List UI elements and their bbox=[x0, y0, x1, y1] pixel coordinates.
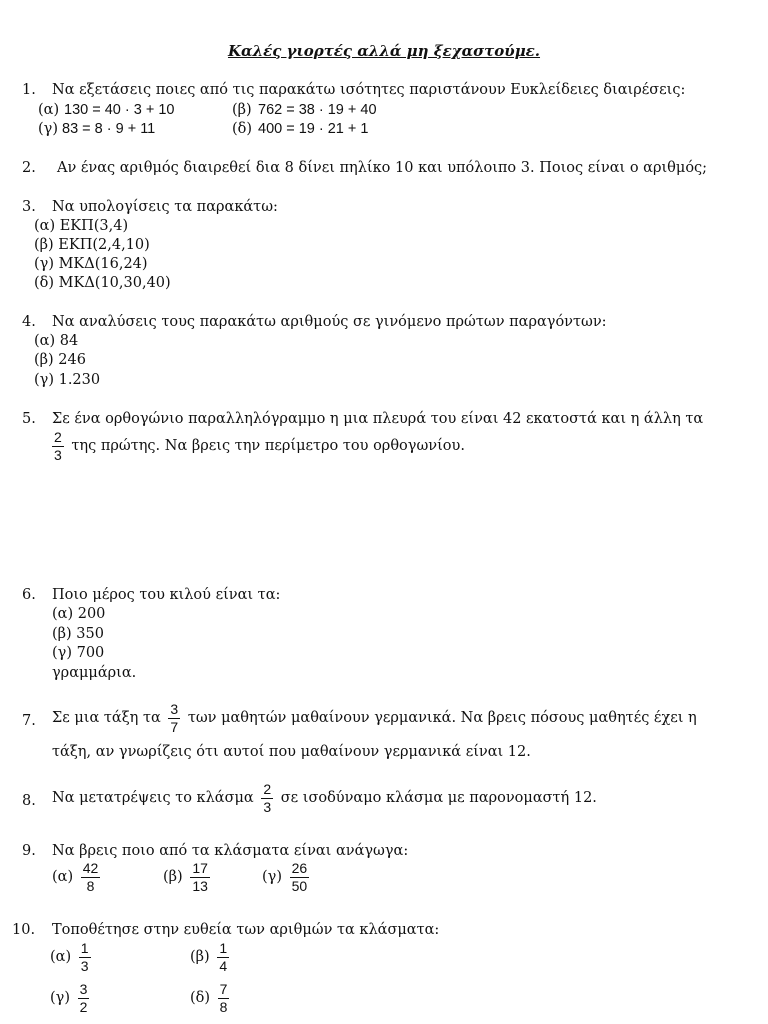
fraction-denominator: 13 bbox=[192, 877, 208, 894]
list-item: (γ) 1.230 bbox=[34, 372, 101, 388]
list-item: (β) ΕΚΠ(2,4,10) bbox=[34, 237, 150, 253]
option-label: (δ) bbox=[232, 121, 253, 137]
question-text: Αν ένας αριθμός διαιρεθεί δια 8 δίνει πηλίκο 10 και υπόλοιπο 3. Ποιος είναι ο αριθμός; bbox=[57, 160, 708, 176]
fraction-option bbox=[50, 941, 94, 973]
question-number: 4. bbox=[22, 314, 36, 330]
fraction bbox=[52, 430, 64, 462]
list-item: (γ) 700 bbox=[52, 645, 105, 661]
question-text: Να μετατρέψεις το κλάσμα bbox=[52, 790, 254, 807]
question-number: 7. bbox=[22, 713, 36, 729]
question-text: Ποιο μέρος του κιλού είναι τα: bbox=[52, 587, 281, 603]
fraction-line bbox=[52, 782, 597, 814]
fraction-numerator: 3 bbox=[170, 701, 179, 717]
option-label: (α) bbox=[52, 869, 74, 886]
fraction-denominator: 8 bbox=[219, 998, 228, 1015]
list-item: (α) 84 bbox=[34, 333, 79, 349]
fraction-option bbox=[190, 941, 232, 973]
equation: 130 = 40 · 3 + 10 bbox=[64, 102, 175, 118]
question-number: 9. bbox=[22, 843, 36, 859]
fraction bbox=[78, 982, 90, 1014]
fraction-numerator: 3 bbox=[79, 981, 88, 997]
question-text: Να εξετάσεις ποιες από τις παρακάτω ισότητες παριστάνουν Ευκλείδειες διαιρέσεις: bbox=[52, 82, 686, 98]
fraction-denominator: 4 bbox=[219, 957, 228, 974]
question-number: 8. bbox=[22, 793, 36, 809]
fraction bbox=[218, 982, 230, 1014]
list-item: (δ) ΜΚΔ(10,30,40) bbox=[34, 275, 171, 291]
fraction-numerator: 7 bbox=[219, 981, 228, 997]
option-label: (α) bbox=[38, 102, 60, 118]
question-number: 1. bbox=[22, 82, 36, 98]
fraction-denominator: 2 bbox=[79, 998, 88, 1015]
fraction-numerator: 2 bbox=[263, 781, 272, 797]
question-number: 6. bbox=[22, 587, 36, 603]
question-tail: γραμμάρια. bbox=[52, 665, 137, 681]
fraction bbox=[190, 861, 210, 893]
page-title: Καλές γιορτές αλλά μη ξεχαστούμε. bbox=[227, 42, 541, 60]
option-label: (γ) bbox=[262, 869, 282, 886]
list-item: (β) 246 bbox=[34, 352, 86, 368]
fraction-option bbox=[262, 861, 312, 893]
fraction-option bbox=[52, 861, 103, 893]
list-item: (β) 350 bbox=[52, 626, 104, 642]
fraction-numerator: 26 bbox=[291, 860, 308, 876]
option-label: (γ) bbox=[50, 990, 70, 1007]
question-text: Σε ένα ορθογώνιο παραλληλόγραμμο η μια πλευρά του είναι 42 εκατοστά και η άλλη τα bbox=[52, 411, 704, 427]
question-text: Να βρεις ποιο από τα κλάσματα είναι ανάγωγα: bbox=[52, 843, 409, 859]
fraction bbox=[168, 702, 180, 734]
list-item: (α) 200 bbox=[52, 606, 106, 622]
fraction-numerator: 42 bbox=[82, 860, 99, 876]
question-text: Να υπολογίσεις τα παρακάτω: bbox=[52, 199, 278, 215]
equation: 400 = 19 · 21 + 1 bbox=[258, 121, 369, 137]
fraction bbox=[261, 782, 273, 814]
option-label: (α) bbox=[50, 949, 72, 966]
equation: 762 = 38 · 19 + 40 bbox=[258, 102, 377, 118]
list-item: (α) ΕΚΠ(3,4) bbox=[34, 218, 129, 234]
fraction-numerator: 1 bbox=[80, 940, 89, 956]
question-number: 2. bbox=[22, 160, 36, 176]
list-item: (γ) ΜΚΔ(16,24) bbox=[34, 256, 148, 272]
question-number: 5. bbox=[22, 411, 36, 427]
fraction bbox=[290, 861, 310, 893]
fraction bbox=[79, 941, 91, 973]
fraction-denominator: 7 bbox=[170, 718, 179, 735]
fraction-numerator: 17 bbox=[192, 860, 208, 876]
option-label: (β) bbox=[163, 869, 183, 886]
question-text: Σε μια τάξη τα bbox=[52, 710, 161, 727]
option-label: (β) bbox=[190, 949, 210, 966]
fraction-denominator: 3 bbox=[80, 957, 89, 974]
question-text: Να αναλύσεις τους παρακάτω αριθμούς σε γινόμενο πρώτων παραγόντων: bbox=[52, 314, 607, 330]
fraction bbox=[217, 941, 229, 973]
question-number: 10. bbox=[12, 922, 36, 938]
fraction-option bbox=[190, 982, 232, 1014]
option-label: (β) bbox=[232, 102, 252, 118]
fraction-denominator: 8 bbox=[86, 877, 95, 894]
question-text: των μαθητών μαθαίνουν γερμανικά. Να βρεις πόσους μαθητές έχει η bbox=[187, 710, 697, 727]
fraction-line bbox=[49, 430, 465, 462]
option-label: (γ) bbox=[38, 121, 58, 137]
fraction-option bbox=[163, 861, 213, 893]
question-number: 3. bbox=[22, 199, 36, 215]
fraction-denominator: 3 bbox=[54, 446, 62, 463]
fraction-numerator: 1 bbox=[219, 940, 228, 956]
question-text: σε ισοδύναμο κλάσμα με παρονομαστή 12. bbox=[280, 790, 597, 807]
question-text: τάξη, αν γνωρίζεις ότι αυτοί που μαθαίνουν γερμανικά είναι 12. bbox=[52, 744, 531, 760]
fraction-denominator: 3 bbox=[263, 798, 272, 815]
fraction-line bbox=[52, 702, 697, 734]
question-text: Τοποθέτησε στην ευθεία των αριθμών τα κλάσματα: bbox=[52, 922, 440, 938]
fraction-option bbox=[50, 982, 92, 1014]
fraction-numerator: 2 bbox=[54, 429, 62, 445]
equation: 83 = 8 · 9 + 11 bbox=[62, 121, 156, 137]
fraction-denominator: 50 bbox=[291, 877, 308, 894]
option-label: (δ) bbox=[190, 990, 211, 1007]
fraction bbox=[81, 861, 101, 893]
question-text: της πρώτης. Να βρεις την περίμετρο του ορθογωνίου. bbox=[71, 438, 465, 455]
